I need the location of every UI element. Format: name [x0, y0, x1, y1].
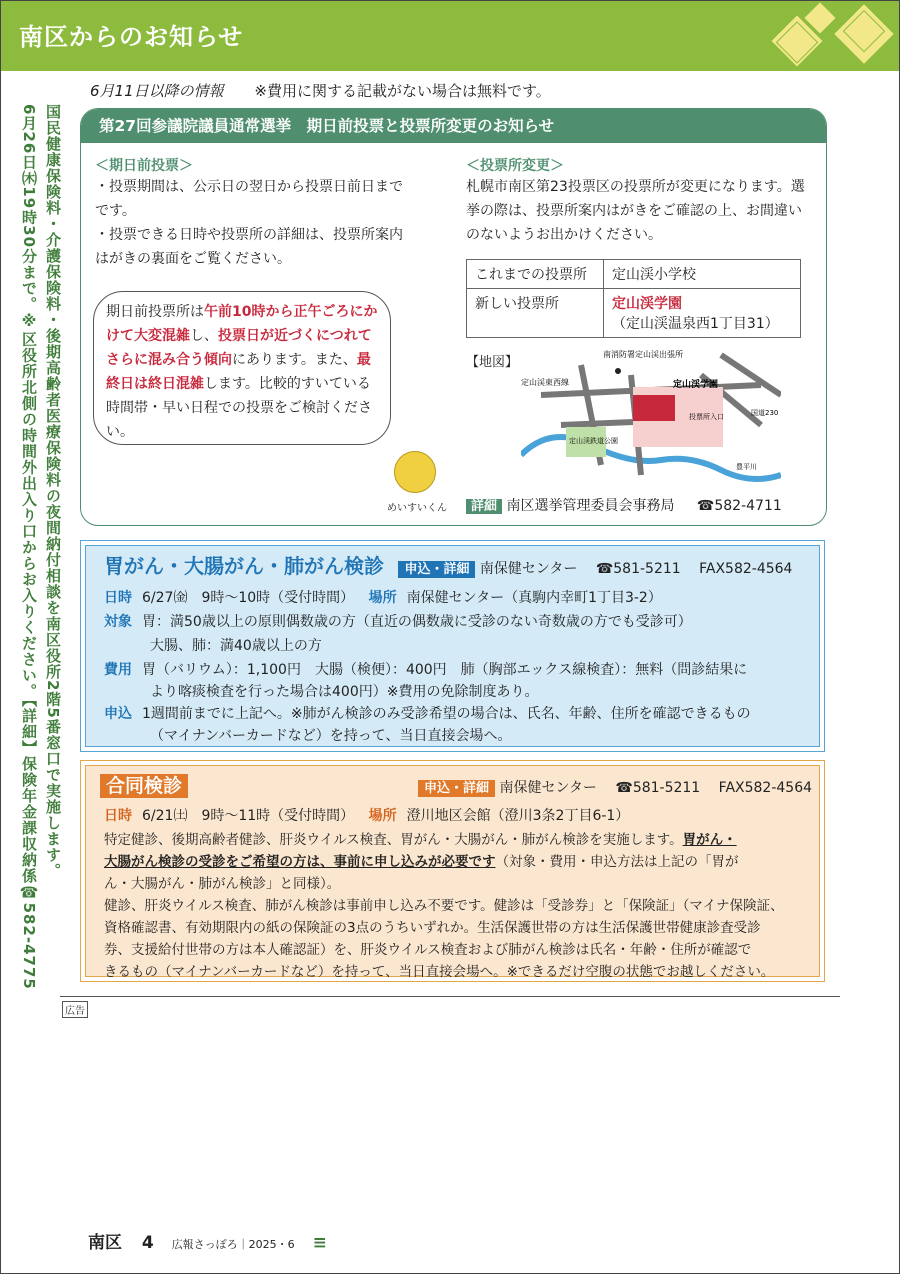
cancer-target-row: 対象 胃：満50歳以上の原則偶数歳の方（直近の偶数歳に受診のない奇数歳の方でも受診可） [104, 614, 692, 630]
cancer-header [104, 556, 792, 580]
ad-divider [60, 996, 840, 997]
early-heading: ＜期日前投票＞ [95, 158, 193, 174]
early-item-2: ・投票できる日時や投票所の詳細は、投票所案内はがきの裏面をご覧ください。 [95, 227, 403, 267]
detail-tag: 詳細 [466, 499, 502, 514]
table-row [467, 260, 801, 289]
joint-date-row: 日時 6/21㈯ 9時～11時（受付時間） 場所 澄川地区会館（澄川3条2丁目6-1） [104, 808, 630, 824]
joint-line-3: ん・大腸がん・肺がん検診」と同様）。 [104, 876, 341, 892]
cancer-fax: FAX582-4564 [699, 561, 793, 577]
joint-tag: 申込・詳細 [418, 780, 495, 797]
sidebar-notice-text: 国民健康保険料・介護保険料・後期高齢者医療保険料の夜間納付相談を南区役所2階5番窓口で実施します。 [44, 104, 62, 879]
cancer-fee-row-2: より喀痰検査を行った場合は400円）※費用の免除制度あり。 [150, 684, 539, 700]
mascot-icon [394, 451, 436, 493]
joint-title-wrap [100, 776, 188, 799]
joint-line-7: きるもの（マイナンバーカードなど）を持って、当日直接会場へ。※できるだけ空腹の状態でお越しください。 [104, 964, 775, 980]
footer-ward: 南区 [88, 1233, 122, 1253]
detail-phone: ☎582-4711 [696, 498, 782, 514]
early-voting-block [95, 155, 415, 271]
sidebar-phone: ☎582-4775 [20, 883, 38, 990]
map-entrance: 投票所入口 [689, 413, 724, 421]
mascot-name: めいすいくん [387, 503, 447, 514]
footer-page: 4 [141, 1233, 154, 1253]
joint-center: 南保健センター [499, 780, 597, 796]
cancer-center: 南保健センター [479, 561, 578, 577]
cancer-apply-row-2: （マイナンバーカードなど）を持って、当日直接会場へ。 [150, 728, 512, 744]
election-section [80, 108, 827, 526]
cancer-date-row: 日時 6/27㈮ 9時～10時（受付時間） 場所 南保健センター（真駒内幸町1丁目3-2） [104, 590, 662, 606]
joint-line-6: 券、支援給付世帯の方は本人確認証）を、肝炎ウイルス検査および肺がん検診は氏名・年齢・住所が確認で [104, 942, 752, 958]
poll-table [466, 259, 801, 338]
joint-line-4: 健診、肝炎ウイルス検査、肺がん検診は事前申し込み不要です。健診は「受診券」と「保険証」（マイナ保険証、 [104, 898, 784, 914]
intro-note: ※費用に関する記載がない場合は無料です。 [254, 82, 551, 100]
cancer-title: 胃がん・大腸がん・肺がん検診 [104, 554, 384, 578]
joint-title: 合同検診 [100, 774, 188, 798]
table-row [467, 289, 801, 338]
change-heading: ＜投票所変更＞ [466, 158, 564, 174]
table-cell: 定山渓学園 （定山渓温泉西1丁目31） [604, 289, 801, 338]
intro-line [90, 80, 551, 101]
map-east-route: 定山渓東西線 [521, 378, 569, 387]
cancer-apply-row: 申込 1週間前までに上記へ。※肺がん検診のみ受診希望の場合は、氏名、年齢、住所を確認できるもの [104, 706, 751, 722]
map-river: 豊平川 [736, 463, 757, 471]
cancer-screening-section [80, 540, 825, 752]
change-text: 札幌市南区第23投票区の投票所が変更になります。選挙の際は、投票所案内はがきをご確認の上、お間違いのないようお出かけください。 [466, 179, 805, 243]
map-school: 定山渓学園 [673, 380, 719, 390]
fire-station-marker [615, 368, 621, 374]
poll-change-block [466, 155, 811, 247]
joint-contact [418, 778, 812, 799]
page-title: 南区からのお知らせ [19, 23, 244, 51]
footer-publication: 広報さっぽろ｜2025・6 [171, 1238, 295, 1251]
detail-office: 南区選挙管理委員会事務局 [506, 498, 675, 514]
joint-screening-section [80, 760, 825, 982]
joint-line-1: 特定健診、後期高齢者健診、肝炎ウイルス検査、胃がん・大腸がん・肺がん検診を実施します。胃がん・ [104, 832, 737, 848]
early-item-1: ・投票期間は、公示日の翌日から投票日前日までです。 [95, 179, 403, 219]
page-header [1, 1, 899, 71]
sidebar-notice-detail: 6月26日㈭19時30分まで。※区役所北側の時間外出入り口からお入りください。【詳細】保険年金課収納係☎582-4775 [20, 104, 38, 990]
map-image [521, 345, 781, 485]
cancer-phone: ☎581-5211 [595, 561, 681, 577]
cancer-target-row-2: 大腸、肺：満40歳以上の方 [150, 638, 322, 654]
leaf-decoration [834, 4, 893, 63]
joint-phone: ☎581-5211 [615, 780, 701, 796]
table-cell: これまでの投票所 [467, 260, 604, 289]
intro-date: 6月11日以降の情報 [90, 82, 224, 100]
congestion-bubble: 期日前投票所は午前10時から正午ごろにかけて大変混雑し、投票日が近づくにつれてさらに混み合う傾向にあります。また、最終日は終日混雑します。比較的すいている時間帯・早い日程での投票をご検討ください。 [93, 291, 391, 445]
map-label: 【地図】 [466, 355, 519, 370]
election-detail [466, 495, 782, 515]
page-footer [88, 1228, 327, 1253]
map-park: 定山渓鉄道公園 [569, 437, 618, 445]
table-cell: 新しい投票所 [467, 289, 604, 338]
joint-line-5: 資格確認書、有効期限内の紙の保険証の3点のうちいずれか。生活保護世帯の方は生活保護世帯健康診査受診 [104, 920, 761, 936]
school-building [633, 395, 675, 421]
table-cell: 定山渓小学校 [604, 260, 801, 289]
city-logo-icon: ≡ [312, 1233, 327, 1253]
joint-fax: FAX582-4564 [718, 780, 813, 796]
election-title: 第27回参議院議員通常選挙 期日前投票と投票所変更のお知らせ [81, 109, 826, 143]
map-route230: 国道230 [751, 409, 779, 417]
joint-line-2: 大腸がん検診の受診をご希望の方は、事前に申し込みが必要です（対象・費用・申込方法は上記の「胃が [104, 854, 739, 870]
ad-label: 広告 [62, 1001, 88, 1018]
cancer-tag: 申込・詳細 [398, 561, 475, 578]
map-fire-station: 南消防署定山渓出張所 [603, 350, 683, 359]
cancer-fee-row: 費用 胃（バリウム）：1,100円 大腸（検便）：400円 肺（胸部エックス線検査）：無料（問診結果に [104, 662, 748, 678]
